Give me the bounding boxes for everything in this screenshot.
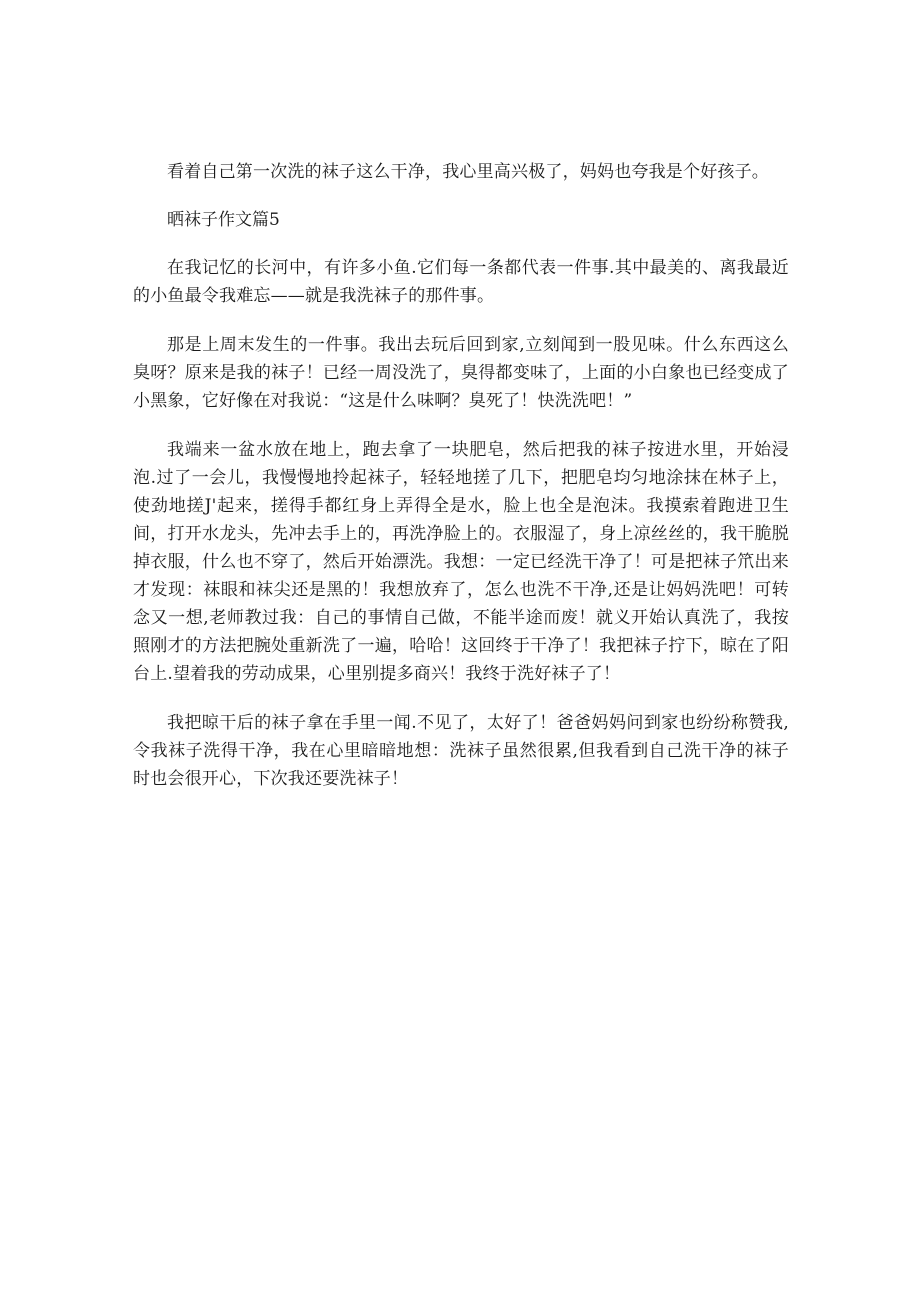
paragraph-2: 那是上周末发生的一件事。我出去玩后回到家,立刻闻到一股见味。什么东西这么臭呀？原来是我的袜子！已经一周没洗了，臭得都变味了，上面的小白象也已经变成了小黑象，它好像在对我说：“这是什么味啊？臭死了！快洗洗吧！” [133,335,789,411]
paragraph-3: 我端来一盆水放在地上，跑去拿了一块肥皂，然后把我的袜子按进水里，开始浸泡.过了一会儿，我慢慢地拎起袜子，轻轻地搓了几下，把肥皂均匀地涂抹在林子上，使劲地搓J'起来，搓得手都红身上弄得全是水，脸上也全是泡沫。我摸索着跑进卫生间，打开水龙头，先冲去手上的，再洗净脸上的。衣服湿了，身上凉丝丝的，我干脆脱掉衣服，什么也不穿了，然后开始漂洗。我想：一定已经洗干净了！可是把袜子笊出来才发现：袜眼和袜尖还是黑的！我想放弃了，怎么也洗不干净,还是让妈妈洗吧！可转念又一想,老师教过我：自己的事情自己做，不能半途而废！就义开始认真洗了，我按照刚才的方法把腕处重新洗了一遍，哈哈！这回终于干净了！我把袜子拧下，晾在了阳台上.望着我的劳动成果，心里别提多商兴！我终于洗好袜子了！ [133,440,789,684]
paragraph-4: 我把晾干后的袜子拿在手里一闻.不见了，太好了！爸爸妈妈问到家也纷纷称赞我,令我袜子洗得干净，我在心里暗暗地想：洗袜子虽然很累,但我看到自己洗干净的袜子时也会很开心，下次我还要洗袜子！ [133,713,789,789]
intro-paragraph: 看着自己第一次洗的袜子这么干净，我心里高兴极了，妈妈也夸我是个好孩子。 [167,162,769,182]
paragraph-1: 在我记忆的长河中，有许多小鱼.它们每一条都代表一件事.其中最美的、离我最近的小鱼最令我难忘——就是我洗袜子的那件事。 [133,258,789,306]
document-body [133,158,789,814]
section-title: 晒袜子作文篇5 [167,210,280,230]
